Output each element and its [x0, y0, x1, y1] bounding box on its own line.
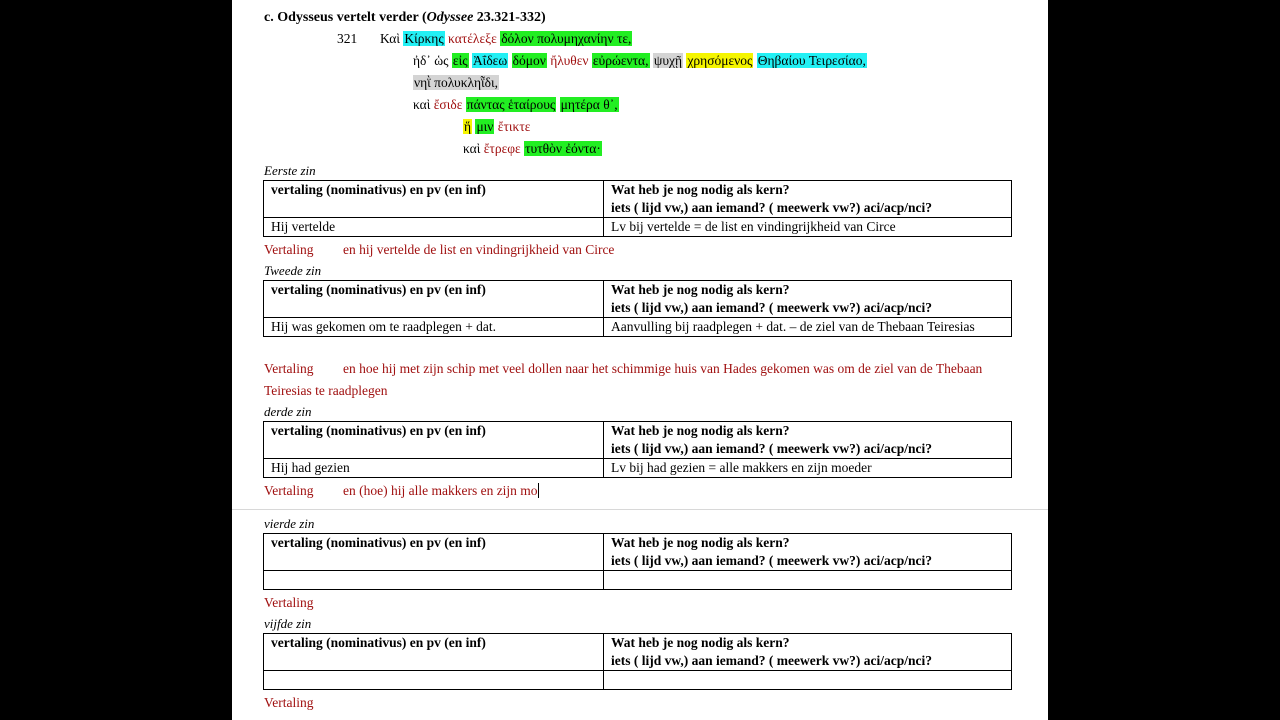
sentence-label: Tweede zin: [264, 263, 322, 278]
translation-line[interactable]: Vertaling: [264, 695, 314, 710]
sentence-label: vijfde zin: [264, 616, 312, 631]
page-break: [232, 509, 1048, 510]
document-page: [232, 0, 1048, 720]
table-row[interactable]: Hij had gezien Lv bij had gezien = alle makkers en zijn moeder: [264, 459, 1012, 478]
table-header-row: vertaling (nominativus) en pv (en inf) Wat heb je nog nodig als kern? iets ( lijd vw,) aan iemand? ( meewerk vw?) aci/acp/nci?: [264, 534, 1012, 571]
table-header-row: vertaling (nominativus) en pv (en inf) Wat heb je nog nodig als kern? iets ( lijd vw,) aan iemand? ( meewerk vw?) aci/acp/nci?: [264, 634, 1012, 671]
table-row[interactable]: Hij vertelde Lv bij vertelde = de list en vindingrijkheid van Circe: [264, 218, 1012, 237]
sentence-label: vierde zin: [264, 516, 315, 531]
translation-line[interactable]: Vertaling en (hoe) hij alle makkers en zijn mo: [264, 483, 538, 498]
translation-line[interactable]: Vertaling en hoe hij met zijn schip met veel dollen naar het schimmige huis van Hades gekomen was om de ziel van de Thebaan Teiresias te raadplegen: [264, 361, 983, 398]
analysis-table: [263, 533, 1012, 590]
section-title: c. Odysseus vertelt verder (Odyssee 23.321-332): [264, 10, 546, 25]
analysis-table: [263, 180, 1012, 237]
analysis-table: [263, 633, 1012, 690]
greek-line-5: ἥ μιν ἔτικτε: [464, 119, 531, 134]
sentence-label: Eerste zin: [264, 163, 316, 178]
greek-line-3: νηῒ πολυκληῗδι,: [414, 75, 499, 90]
analysis-table: [263, 280, 1012, 337]
translation-line[interactable]: Vertaling en hij vertelde de list en vindingrijkheid van Circe: [264, 242, 615, 257]
table-header-row: vertaling (nominativus) en pv (en inf) Wat heb je nog nodig als kern? iets ( lijd vw,) aan iemand? ( meewerk vw?) aci/acp/nci?: [264, 422, 1012, 459]
table-row[interactable]: [264, 671, 1012, 690]
text-cursor: [538, 483, 539, 498]
greek-line-2: ἠδ᾽ ὡς εἰς Ἀΐδεω δόμον ἤλυθεν εὐρώεντα, ψυχῇ χρησόμενος Θηβαίου Τειρεσίαο,: [413, 53, 866, 68]
greek-line-4: καὶ ἔσιδε πάντας ἑταίρους μητέρα θ᾽,: [413, 97, 618, 112]
analysis-table: [263, 421, 1012, 478]
table-row[interactable]: [264, 571, 1012, 590]
translation-line[interactable]: Vertaling: [264, 595, 314, 610]
greek-line-1: 321 Καὶ Κίρκης κατέλεξε δόλον πολυμηχανίην τε,: [337, 31, 632, 46]
table-header-row: vertaling (nominativus) en pv (en inf) Wat heb je nog nodig als kern? iets ( lijd vw,) aan iemand? ( meewerk vw?) aci/acp/nci?: [264, 281, 1012, 318]
sentence-label: derde zin: [264, 404, 312, 419]
greek-line-6: καὶ ἔτρεφε τυτθὸν ἐόντα·: [463, 141, 601, 156]
table-header-row: vertaling (nominativus) en pv (en inf) Wat heb je nog nodig als kern? iets ( lijd vw,) aan iemand? ( meewerk vw?) aci/acp/nci?: [264, 181, 1012, 218]
line-number: 321: [337, 31, 358, 46]
table-row[interactable]: Hij was gekomen om te raadplegen + dat. Aanvulling bij raadplegen + dat. – de ziel van de Thebaan Teiresias: [264, 318, 1012, 337]
